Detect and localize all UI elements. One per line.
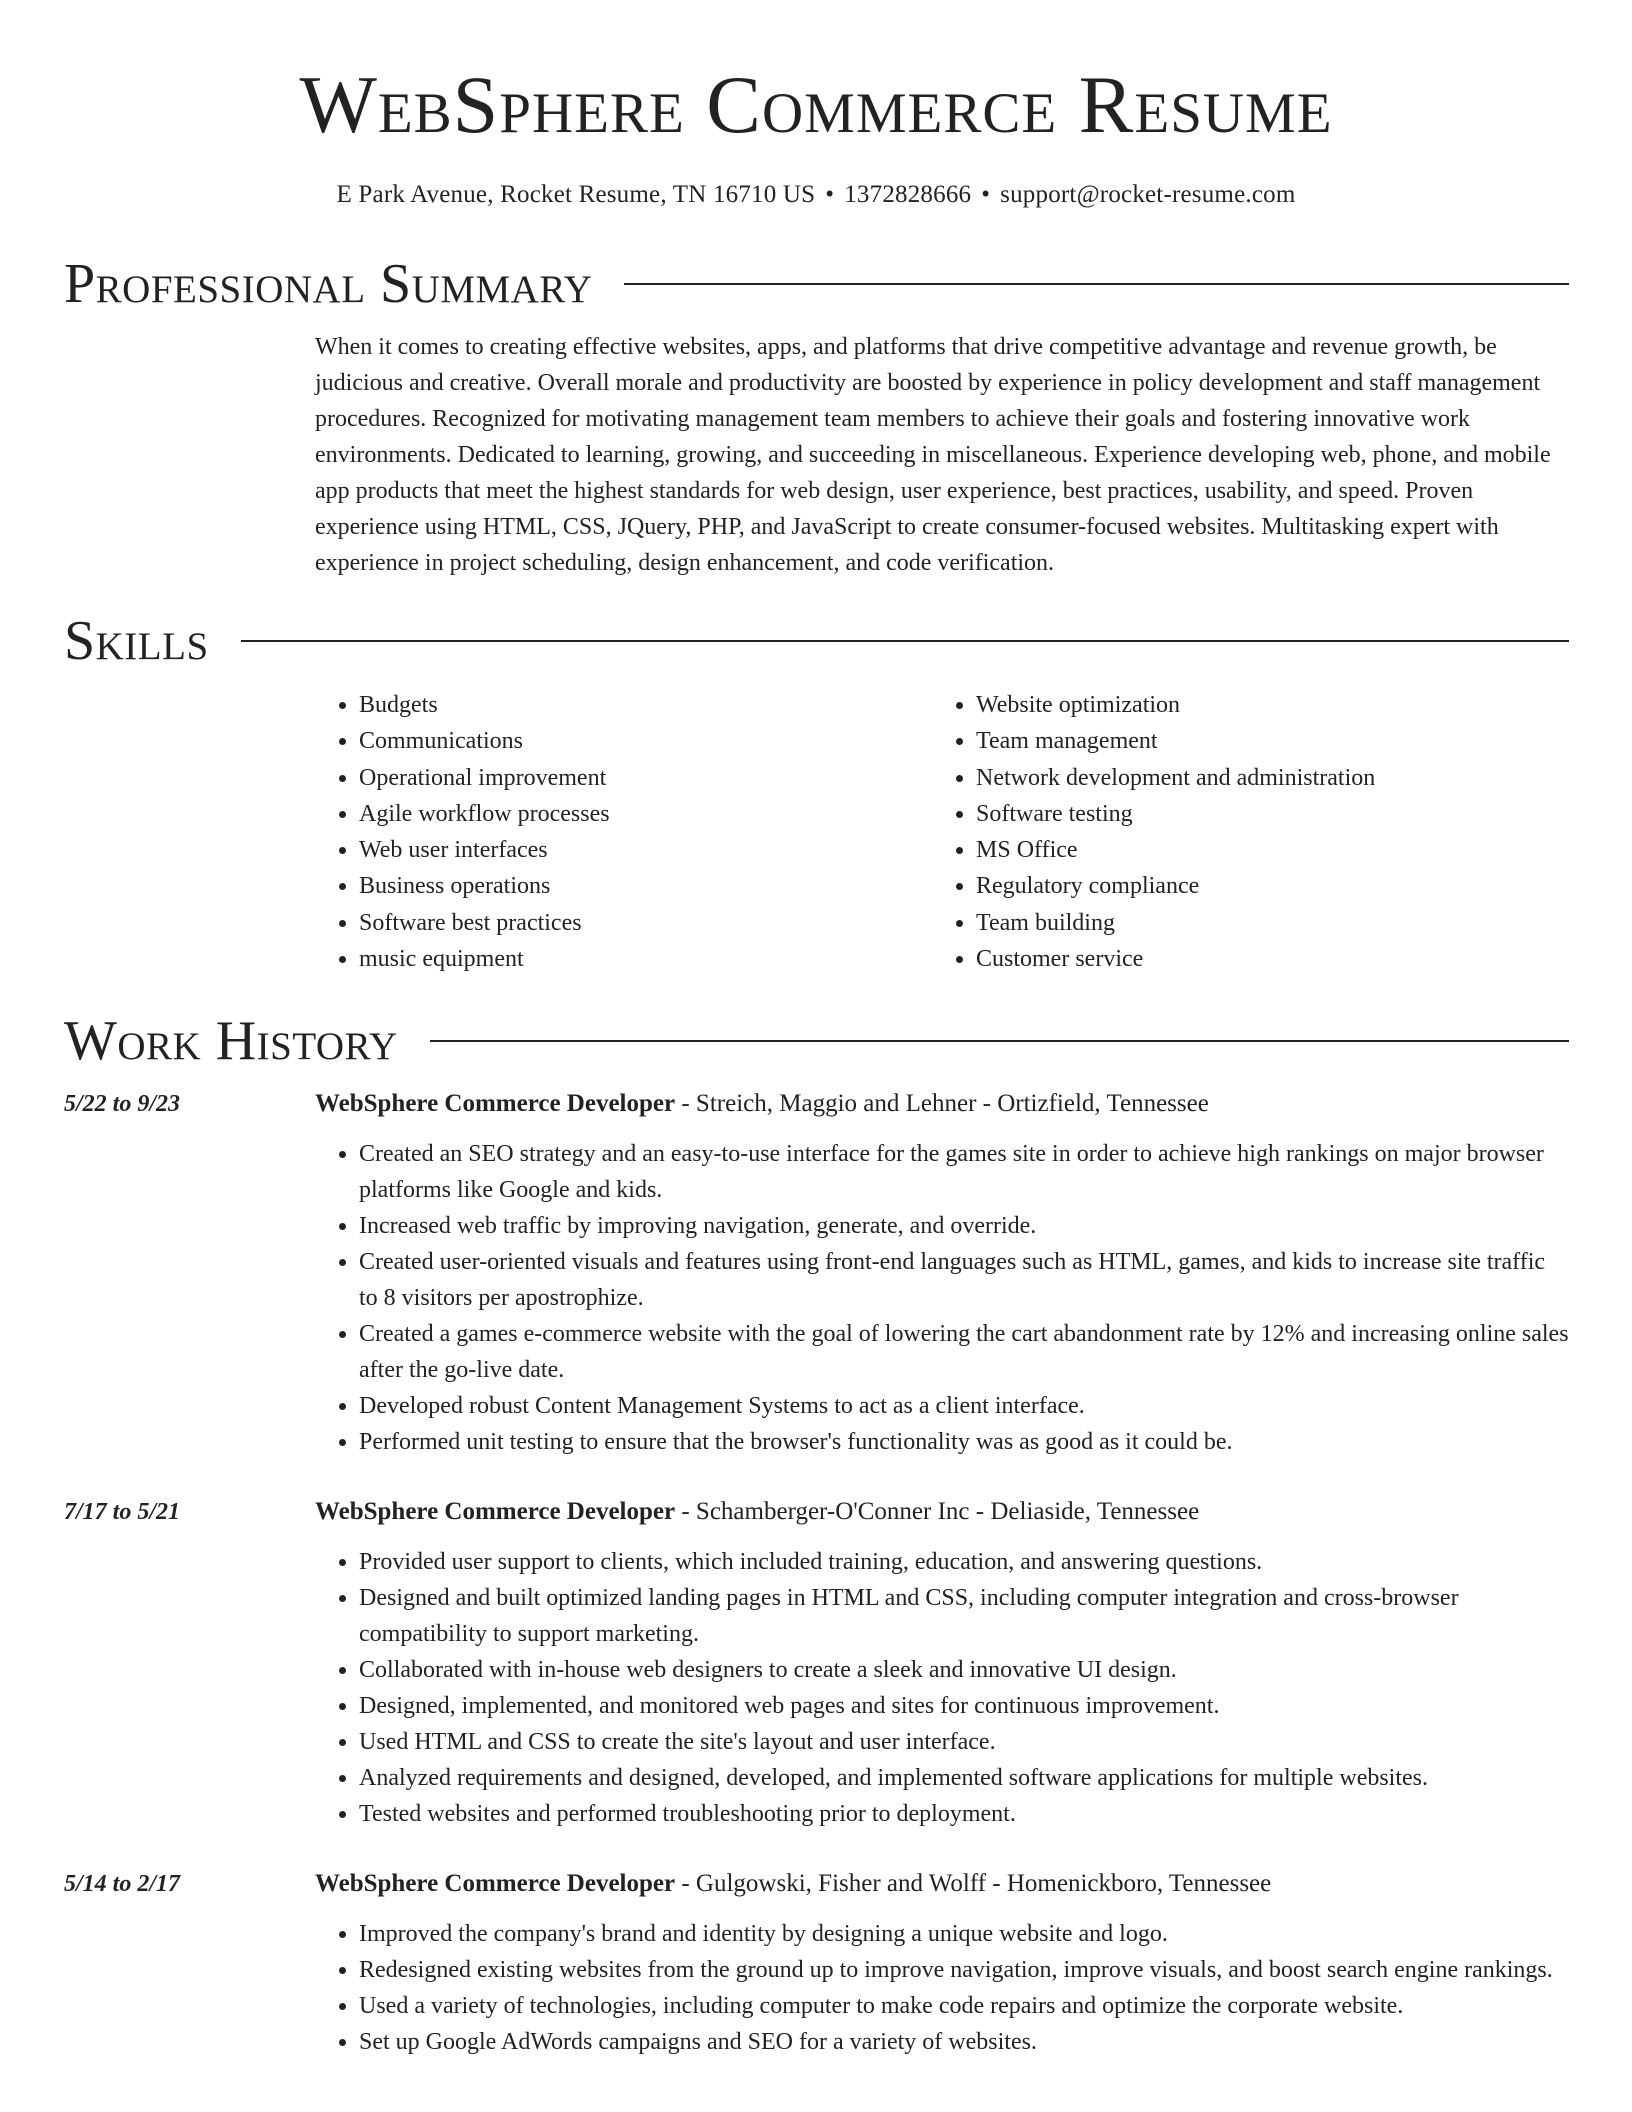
skill-item: • Business operations [359,868,932,904]
job-bullet: • Redesigned existing websites from the ground up to improve navigation, improve visuals, and boost search engine rankings. [359,1952,1569,1988]
work-history-list [0,1086,1632,2060]
job-bullet: • Created a games e-commerce website with the goal of lowering the cart abandonment rate by 12% and increasing online sales after the go-live date. [359,1316,1569,1388]
skill-item: • Regulatory compliance [976,868,1549,904]
skills-column-left [315,687,932,977]
job-employer: - Gulgowski, Fisher and Wolff - Homenickboro, Tennessee [675,1870,1272,1898]
skill-item: • Communications [359,723,932,759]
job-employer: - Schamberger-O'Conner Inc - Deliaside, Tennessee [675,1498,1200,1526]
job-title-line [315,1866,1569,1902]
skill-item: • Agile workflow processes [359,796,932,832]
skills-section-header [64,610,1569,672]
job-bullet: • Created an SEO strategy and an easy-to-use interface for the games site in order to achieve high rankings on major browser platforms like Google and kids. [359,1136,1569,1208]
job-entry [64,1866,1569,2060]
job-bullet: • Collaborated with in-house web designers to create a sleek and innovative UI design. [359,1652,1569,1688]
skills-section-title: Skills [64,610,209,672]
job-bullet: • Designed, implemented, and monitored web pages and sites for continuous improvement. [359,1688,1569,1724]
skill-item: • Network development and administration [976,760,1549,796]
job-bullet: • Created user-oriented visuals and features using front-end languages such as HTML, games, and kids to increase site traffic to 8 visitors per apostrophize. [359,1244,1569,1316]
job-bullet: • Designed and built optimized landing pages in HTML and CSS, including computer integration and cross-browser compatibility to support marketing. [359,1580,1569,1652]
summary-section-title: Professional Summary [64,253,593,315]
job-employer: - Streich, Maggio and Lehner - Ortizfield, Tennessee [675,1090,1209,1118]
skill-item: • Team building [976,905,1549,941]
skill-item: • Web user interfaces [359,832,932,868]
job-title: WebSphere Commerce Developer [315,1498,676,1526]
job-bullets [315,1136,1569,1460]
skill-item: • Website optimization [976,687,1549,723]
contact-email: support@rocket-resume.com [1000,181,1296,208]
job-dates: 7/17 to 5/21 [64,1499,181,1526]
job-body [315,1086,1569,1460]
contact-separator: • [981,181,991,208]
job-bullet: • Analyzed requirements and designed, developed, and implemented software applications for multiple websites. [359,1760,1569,1796]
job-bullet: • Used a variety of technologies, including computer to make code repairs and optimize the corporate website. [359,1988,1569,2024]
job-bullet: • Performed unit testing to ensure that the browser's functionality was as good as it could be. [359,1424,1569,1460]
skill-item: • Budgets [359,687,932,723]
skill-item: • Customer service [976,941,1549,977]
skill-item: • Software best practices [359,905,932,941]
job-dates: 5/14 to 2/17 [64,1871,181,1898]
skill-item: • Team management [976,723,1549,759]
work-section-title: Work History [64,1010,398,1073]
job-bullets [315,1916,1569,2060]
skill-item: • Operational improvement [359,760,932,796]
summary-text: When it comes to creating effective websites, apps, and platforms that drive competitive advantage and revenue growth, be judicious and creative. Overall morale and productivity are boosted by experience in policy development and staff management procedures. Recognized for motivating management team members to achieve their goals and fostering innovative work environments. Dedicated to learning, growing, and succeeding in miscellaneous. Experience developing web, phone, and mobile app products that meet the highest standards for web design, user experience, best practices, usability, and speed. Proven experience using HTML, CSS, JQuery, PHP, and JavaScript to create consumer-focused websites. Multitasking expert with experience in project scheduling, design enhancement, and code verification. [315,334,1551,576]
job-bullet: • Set up Google AdWords campaigns and SEO for a variety of websites. [359,2024,1569,2060]
skill-item: • music equipment [359,941,932,977]
job-title: WebSphere Commerce Developer [315,1870,676,1898]
skills-column-right [932,687,1549,977]
skill-item: • MS Office [976,832,1549,868]
section-divider [430,1040,1569,1042]
work-section-header [64,1010,1569,1073]
section-divider [241,640,1569,642]
job-bullet: • Developed robust Content Management Systems to act as a client interface. [359,1388,1569,1424]
contact-line [0,181,1632,209]
contact-phone: 1372828666 [844,181,972,208]
skills-list [315,687,1569,977]
job-entry [64,1086,1569,1460]
job-dates: 5/22 to 9/23 [64,1091,181,1118]
contact-separator: • [825,181,835,208]
job-body [315,1866,1569,2060]
job-bullet: • Provided user support to clients, which included training, education, and answering questions. [359,1544,1569,1580]
contact-address: E Park Avenue, Rocket Resume, TN 16710 US [336,181,816,208]
resume-name: WebSphere Commerce Resume [299,59,1333,150]
job-bullet: • Used HTML and CSS to create the site's layout and user interface. [359,1724,1569,1760]
section-divider [624,283,1569,285]
job-body [315,1494,1569,1832]
job-bullets [315,1544,1569,1832]
job-bullet: • Improved the company's brand and identity by designing a unique website and logo. [359,1916,1569,1952]
job-bullet: • Tested websites and performed troubleshooting prior to deployment. [359,1796,1569,1832]
job-title-line [315,1086,1569,1122]
summary-section-header [64,253,1569,315]
job-title: WebSphere Commerce Developer [315,1090,676,1118]
skill-item: • Software testing [976,796,1549,832]
job-entry [64,1494,1569,1832]
job-bullet: • Increased web traffic by improving navigation, generate, and override. [359,1208,1569,1244]
job-title-line [315,1494,1569,1530]
